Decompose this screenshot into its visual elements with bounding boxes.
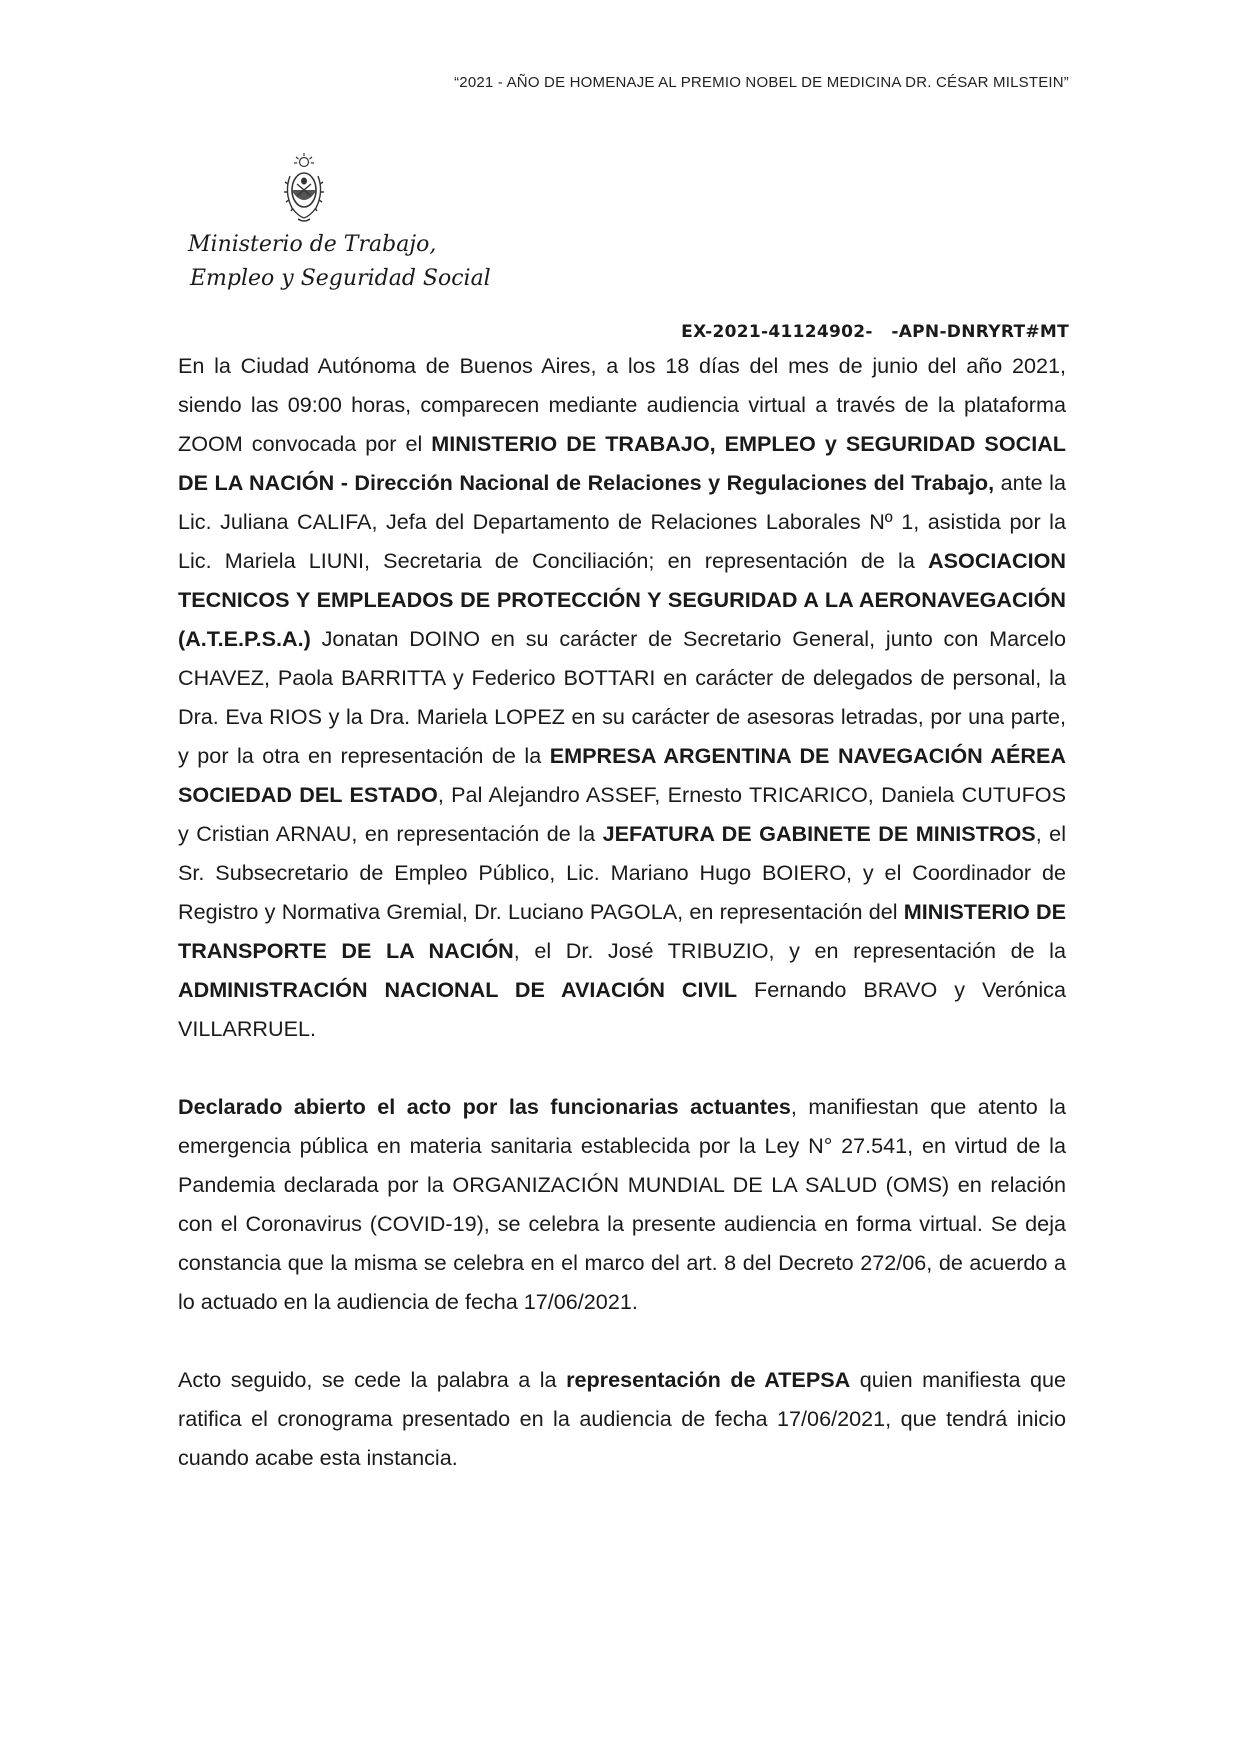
expediente-number: EX-2021-41124902- -APN-DNRYRT#MT: [681, 322, 1069, 342]
ministry-name-line1: Ministerio de Trabajo,: [188, 232, 437, 257]
text-run: Acto seguido, se cede la palabra a la: [178, 1367, 567, 1392]
text-run: Jonatan DOINO en su carácter de Secretario General, junto con Marcelo CHAVEZ, Paola BARRITTA y Federico BOTTARI en carácter de delegados de personal, la Dra. Eva RIOS y la Dra. Mariela LOPEZ en su carácter de asesoras letradas, por una parte, y por la otra en representación de la: [178, 626, 1066, 768]
bold-text-run: ASOCIACION TECNICOS Y EMPLEADOS DE PROTECCIÓN Y SEGURIDAD A LA AERONAVEGACIÓN (A.T.E.P.S.A.): [178, 548, 1066, 651]
paragraph: [178, 1360, 1066, 1477]
text-run: En la Ciudad Autónoma de Buenos Aires, a los 18 días del mes de junio del año 2021, siendo las 09:00 horas, comparecen mediante audiencia virtual a través de la plataforma ZOOM convocada por el: [178, 353, 1066, 456]
bold-text-run: MINISTERIO DE TRANSPORTE DE LA NACIÓN: [178, 899, 1066, 963]
text-run: ante la Lic. Juliana CALIFA, Jefa del Departamento de Relaciones Laborales Nº 1, asistida por la Lic. Mariela LIUNI, Secretaria de Conciliación; en representación de la: [178, 470, 1066, 573]
text-run: , el Dr. José TRIBUZIO, y en representación de la: [513, 938, 1066, 963]
bold-text-run: EMPRESA ARGENTINA DE NAVEGACIÓN AÉREA SOCIEDAD DEL ESTADO: [178, 743, 1066, 807]
bold-text-run: JEFATURA DE GABINETE DE MINISTROS: [602, 821, 1036, 846]
paragraph: [178, 346, 1066, 1048]
text-run: , Pal Alejandro ASSEF, Ernesto TRICARICO, Daniela CUTUFOS y Cristian ARNAU, en representación de la: [178, 782, 1066, 846]
text-run: , el Sr. Subsecretario de Empleo Público, Lic. Mariano Hugo BOIERO, y el Coordinador de Registro y Normativa Gremial, Dr. Luciano PAGOLA, en representación del: [178, 821, 1066, 924]
document-body: [178, 346, 1066, 1516]
bold-text-run: representación de ATEPSA: [566, 1367, 851, 1392]
ministry-name: [188, 228, 491, 296]
ministry-name-line2: Empleo y Seguridad Social: [190, 266, 491, 291]
header-motto: “2021 - AÑO DE HOMENAJE AL PREMIO NOBEL DE MEDICINA DR. CÉSAR MILSTEIN”: [454, 74, 1069, 91]
paragraph: [178, 1087, 1066, 1321]
bold-text-run: ADMINISTRACIÓN NACIONAL DE AVIACIÓN CIVIL: [178, 977, 738, 1002]
text-run: quien manifiesta que ratifica el cronograma presentado en la audiencia de fecha 17/06/2021, que tendrá inicio cuando acabe esta instancia.: [178, 1367, 1066, 1470]
bold-text-run: Declarado abierto el acto por las funcionarias actuantes: [178, 1094, 791, 1119]
text-run: , manifiestan que atento la emergencia pública en materia sanitaria establecida por la Ley N° 27.541, en virtud de la Pandemia declarada por la ORGANIZACIÓN MUNDIAL DE LA SALUD (OMS) en relación con el Coronavirus (COVID-19), se celebra la presente audiencia en forma virtual. Se deja constancia que la misma se celebra en el marco del art. 8 del Decreto 272/06, de acuerdo a lo actuado en la audiencia de fecha 17/06/2021.: [178, 1094, 1066, 1314]
coat-of-arms-icon: [282, 152, 326, 224]
bold-text-run: MINISTERIO DE TRABAJO, EMPLEO y SEGURIDAD SOCIAL DE LA NACIÓN - Dirección Nacional de Relaciones y Regulaciones del Trabajo,: [178, 431, 1066, 495]
text-run: Fernando BRAVO y Verónica VILLARRUEL.: [178, 977, 1066, 1041]
